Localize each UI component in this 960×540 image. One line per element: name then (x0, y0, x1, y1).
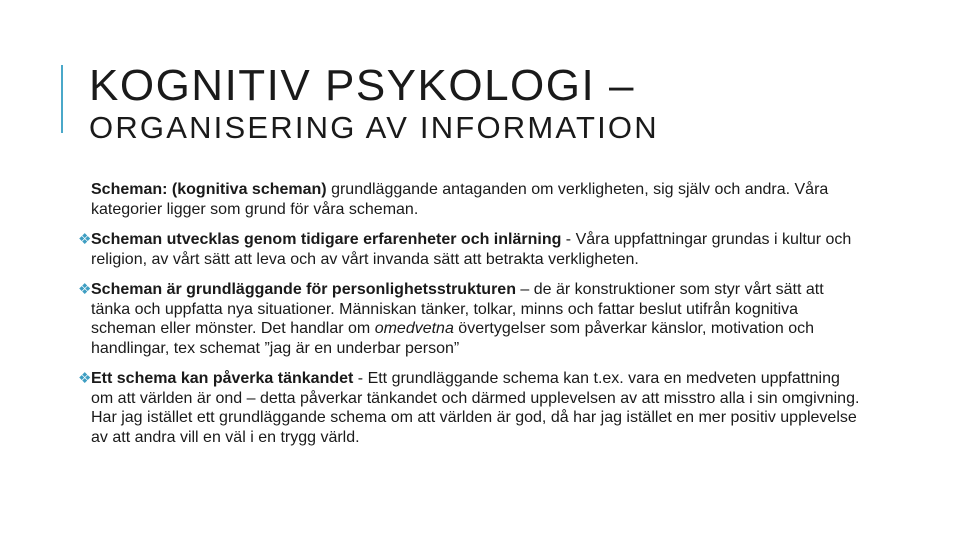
bullet-2-italic: omedvetna (374, 320, 454, 337)
bullet-2-text-continued: övertygelser som påverkar känslor, motivation och handlingar, tex schemat ”jag är en underbar person” (91, 320, 815, 357)
slide-subtitle: ORGANISERING AV INFORMATION (89, 110, 659, 145)
bullet-2-heading: Scheman är grundläggande för personlighetsstrukturen (91, 281, 516, 298)
bullet-3-heading: Ett schema kan påverka tänkandet (91, 370, 354, 387)
bullet-item-1 (80, 230, 860, 269)
bullet-2-text: – de är konstruktioner som styr vårt sätt att tänka och uppfatta nya situationer. Människan tänker, tolkar, minns och fattar beslut utifrån kognitiva scheman eller mönster. Det handlar om (91, 281, 824, 337)
bullet-item-2 (80, 280, 860, 358)
diamond-bullet-icon: ❖ (78, 230, 92, 248)
title-accent-bar (61, 65, 63, 133)
slide-body (80, 180, 860, 458)
bullet-item-3 (80, 369, 860, 447)
intro-paragraph (80, 180, 860, 219)
intro-term: Scheman: (kognitiva scheman) (91, 181, 327, 198)
intro-text: grundläggande antaganden om verkligheten, sig själv och andra. Våra kategorier ligger som grund för våra scheman. (91, 181, 829, 218)
bullet-1-heading: Scheman utvecklas genom tidigare erfarenheter och inlärning (91, 231, 562, 248)
slide-title: KOGNITIV PSYKOLOGI – (89, 61, 635, 110)
diamond-bullet-icon: ❖ (78, 280, 92, 298)
bullet-3-text: - Ett grundläggande schema kan t.ex. vara en medveten uppfattning om att världen är ond – detta påverkar tänkandet och därmed upplevelsen av att misstro alla i sin omgivning. Har jag istället ett grundläggande schema om att världen är god, då har jag istället en mer positiv upplevelse av att andra vill en väl i en trygg värld. (91, 370, 860, 446)
bullet-1-text: - Våra uppfattningar grundas i kultur och religion, av vårt sätt att leva och av vårt invanda sätt att betrakta verkligheten. (91, 231, 852, 268)
diamond-bullet-icon: ❖ (78, 369, 92, 387)
